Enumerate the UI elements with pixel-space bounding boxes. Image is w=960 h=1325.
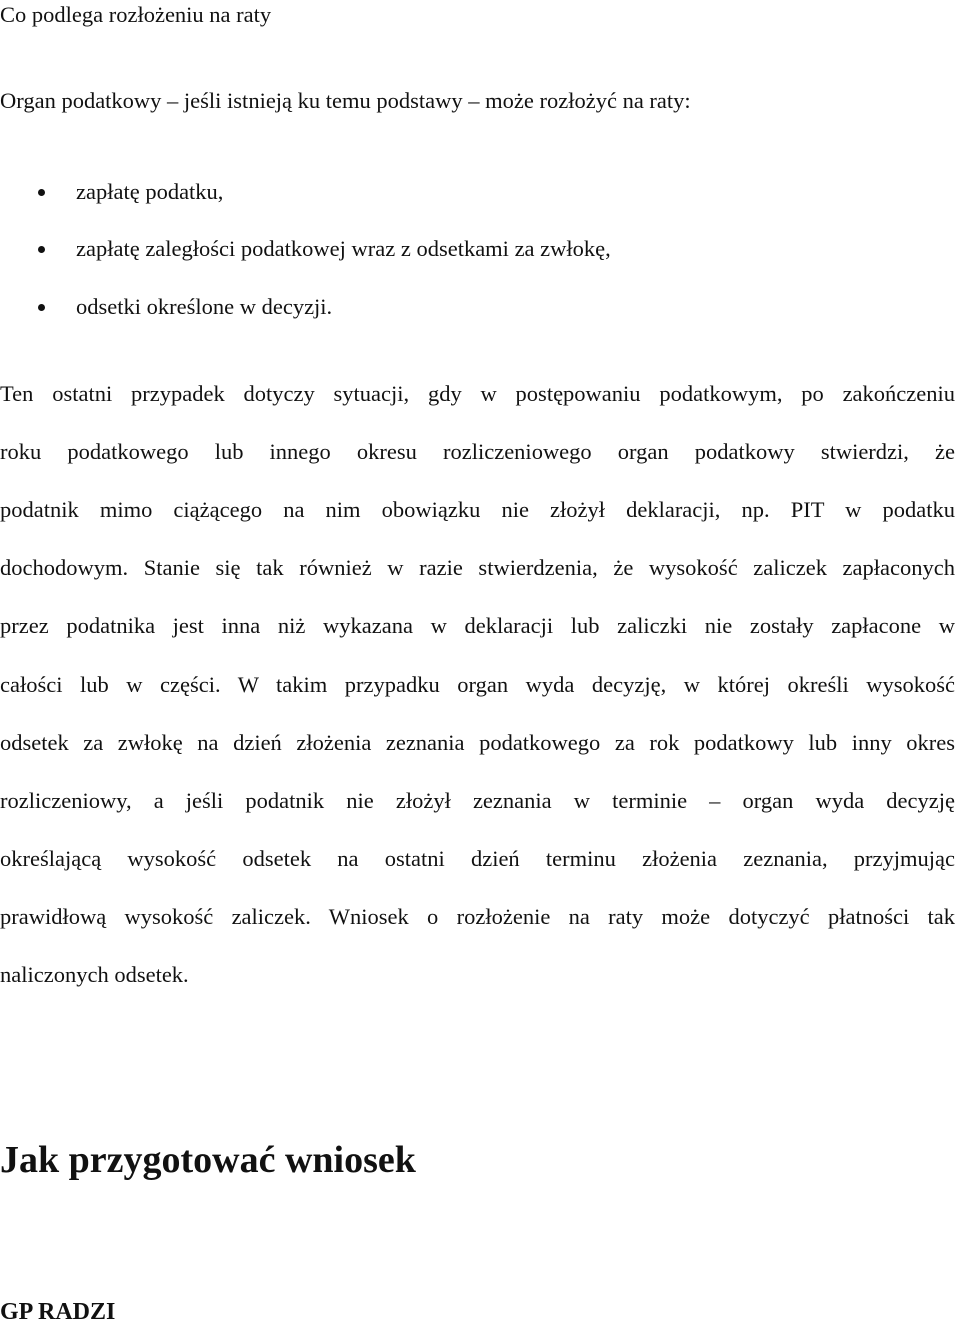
paragraph-line: przez podatnika jest inna niż wykazana w deklaracji lub zaliczki nie zostały zapłacone w [0, 613, 955, 638]
list-item-text: odsetki określone w decyzji. [76, 294, 333, 319]
list-item-text: zapłatę podatku, [76, 179, 224, 204]
paragraph-line: Ten ostatni przypadek dotyczy sytuacji, gdy w postępowaniu podatkowym, po zakończeniu [0, 381, 955, 406]
bullet-icon [38, 189, 45, 196]
intro-text: Organ podatkowy – jeśli istnieją ku temu podstawy – może rozłożyć na raty: [0, 88, 691, 113]
paragraph-line: podatnik mimo ciążącego na nim obowiązku nie złożył deklaracji, np. PIT w podatku [0, 497, 955, 522]
paragraph-line: rozliczeniowy, a jeśli podatnik nie złożył zeznania w terminie – organ wyda decyzję [0, 788, 955, 813]
bullet-icon [38, 246, 45, 253]
paragraph-line: dochodowym. Stanie się tak również w razie stwierdzenia, że wysokość zaliczek zapłaconych [0, 555, 955, 580]
paragraph-line: określającą wysokość odsetek na ostatni dzień terminu złożenia zeznania, przyjmując [0, 846, 955, 871]
paragraph-line: odsetek za zwłokę na dzień złożenia zeznania podatkowego za rok podatkowy lub inny okres [0, 730, 955, 755]
paragraph-line: roku podatkowego lub innego okresu rozliczeniowego organ podatkowy stwierdzi, że [0, 439, 955, 464]
subheading: GP RADZI [0, 1299, 116, 1325]
paragraph-line: naliczonych odsetek. [0, 962, 189, 987]
section-title: Co podlega rozłożeniu na raty [0, 2, 272, 27]
list-item-text: zapłatę zaległości podatkowej wraz z odsetkami za zwłokę, [76, 236, 611, 261]
bullet-icon [38, 304, 45, 311]
paragraph-line: prawidłową wysokość zaliczek. Wniosek o rozłożenie na raty może dotyczyć płatności tak [0, 904, 955, 929]
section-heading: Jak przygotować wniosek [0, 1139, 416, 1181]
paragraph-line: całości lub w części. W takim przypadku organ wyda decyzję, w której określi wysokość [0, 672, 955, 697]
